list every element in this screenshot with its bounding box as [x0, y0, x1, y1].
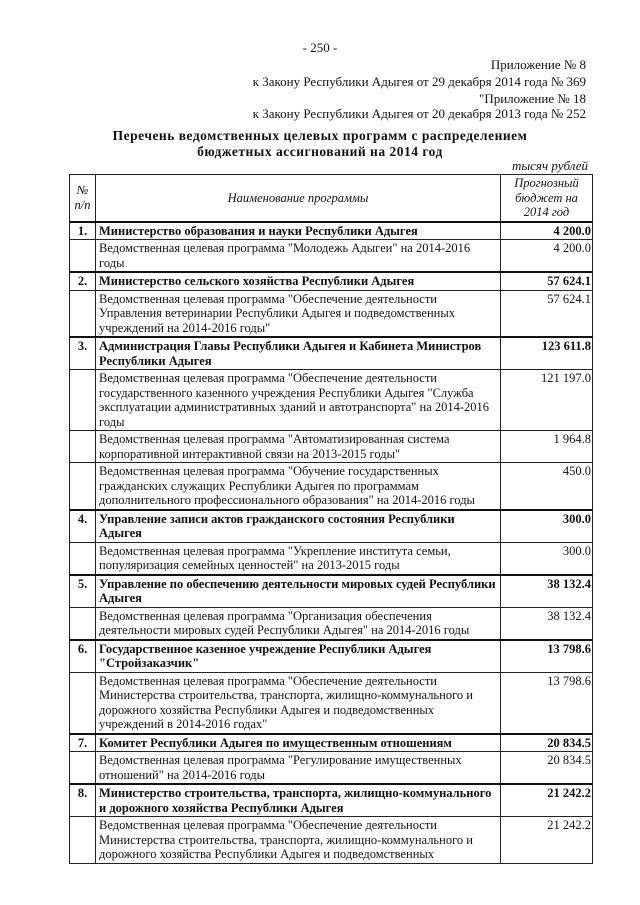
row-number-cell: 7.	[70, 734, 96, 752]
row-number-cell	[70, 607, 96, 640]
program-row	[70, 607, 593, 640]
previous-law-reference: к Закону Республики Адыгея от 20 декабря 2013 года № 252	[252, 106, 586, 121]
row-number-cell: 8.	[70, 784, 96, 817]
program-row	[70, 240, 593, 273]
program-name-cell: Ведомственная целевая программа "Обеспечение деятельности Министерства строительства, транспорта, жилищно-коммунального и дорожного хозяйства Республики Адыгея и подведомственных учреждений в 2014-2016 годах"	[96, 672, 501, 734]
program-row	[70, 817, 593, 864]
row-number-cell: 4.	[70, 510, 96, 543]
department-row	[70, 222, 593, 240]
budget-value-cell: 21 242.2	[501, 817, 593, 864]
program-row	[70, 542, 593, 575]
budget-value-cell: 13 798.6	[501, 640, 593, 673]
budget-value-cell: 13 798.6	[501, 672, 593, 734]
budget-value-cell: 57 624.1	[501, 290, 593, 337]
table-header-row	[70, 175, 593, 222]
budget-value-cell: 300.0	[501, 510, 593, 543]
budget-value-cell: 20 834.5	[501, 734, 593, 752]
program-name-cell: Министерство образования и науки Республики Адыгея	[96, 222, 501, 240]
row-number-cell	[70, 431, 96, 463]
program-name-cell: Администрация Главы Республики Адыгея и Кабинета Министров Республики Адыгея	[96, 337, 501, 370]
appendix-number: Приложение № 8	[490, 57, 586, 72]
budget-value-cell: 4 200.0	[501, 222, 593, 240]
budget-value-cell: 57 624.1	[501, 272, 593, 290]
previous-appendix-number: "Приложение № 18	[479, 91, 586, 106]
row-number-cell	[70, 672, 96, 734]
row-number-cell	[70, 542, 96, 575]
row-number-cell: 5.	[70, 575, 96, 608]
budget-value-cell: 21 242.2	[501, 784, 593, 817]
department-row	[70, 640, 593, 673]
budget-value-cell: 123 611.8	[501, 337, 593, 370]
program-name-cell: Ведомственная целевая программа "Организация обеспечения деятельности мировых судей Республики Адыгея" на 2014-2016 годы	[96, 607, 501, 640]
document-title: Перечень ведомственных целевых программ с распределением	[112, 128, 528, 143]
row-number-cell	[70, 370, 96, 431]
department-row	[70, 337, 593, 370]
program-row	[70, 431, 593, 463]
units-label: тысяч рублей	[511, 158, 588, 173]
row-number-cell: 3.	[70, 337, 96, 370]
department-row	[70, 734, 593, 752]
department-row	[70, 510, 593, 543]
program-name-cell: Ведомственная целевая программа "Обеспечение деятельности Министерства строительства, транспорта, жилищно-коммунального и дорожного хозяйства Республики Адыгея и подведомственных	[96, 817, 501, 864]
department-row	[70, 784, 593, 817]
program-name-cell: Министерство сельского хозяйства Республики Адыгея	[96, 272, 501, 290]
program-name-cell: Ведомственная целевая программа "Обеспечение деятельности Управления ветеринарии Республики Адыгея и подведомственных учреждений на 2014-2016 годы"	[96, 290, 501, 337]
program-row	[70, 463, 593, 510]
program-name-cell: Комитет Республики Адыгея по имущественным отношениям	[96, 734, 501, 752]
budget-value-cell: 450.0	[501, 463, 593, 510]
program-name-cell: Государственное казенное учреждение Республики Адыгея "Стройзаказчик"	[96, 640, 501, 673]
program-row	[70, 290, 593, 337]
budget-value-cell: 38 132.4	[501, 607, 593, 640]
program-name-cell: Ведомственная целевая программа "Молодежь Адыгеи" на 2014-2016 годы	[96, 240, 501, 273]
column-header-name: Наименование программы	[96, 175, 501, 222]
programs-table	[69, 174, 593, 864]
program-row	[70, 370, 593, 431]
department-row	[70, 272, 593, 290]
budget-value-cell: 4 200.0	[501, 240, 593, 273]
row-number-cell: 1.	[70, 222, 96, 240]
budget-value-cell: 121 197.0	[501, 370, 593, 431]
program-name-cell: Ведомственная целевая программа "Автоматизированная система корпоративной интерактивной связи на 2013-2015 годы"	[96, 431, 501, 463]
budget-value-cell: 1 964.8	[501, 431, 593, 463]
page-number: - 250 -	[302, 40, 338, 55]
program-name-cell: Министерство строительства, транспорта, жилищно-коммунального и дорожного хозяйства Республики Адыгея	[96, 784, 501, 817]
row-number-cell	[70, 290, 96, 337]
row-number-cell	[70, 240, 96, 273]
program-name-cell: Управление записи актов гражданского состояния Республики Адыгея	[96, 510, 501, 543]
budget-value-cell: 38 132.4	[501, 575, 593, 608]
program-name-cell: Управление по обеспечению деятельности мировых судей Республики Адыгея	[96, 575, 501, 608]
row-number-cell: 2.	[70, 272, 96, 290]
row-number-cell	[70, 817, 96, 864]
program-row	[70, 752, 593, 785]
table-body	[70, 222, 593, 864]
budget-value-cell: 20 834.5	[501, 752, 593, 785]
column-header-budget: Прогнозный бюджет на 2014 год	[501, 175, 593, 222]
row-number-cell	[70, 463, 96, 510]
program-row	[70, 672, 593, 734]
column-header-number: № п/п	[70, 175, 96, 222]
program-name-cell: Ведомственная целевая программа "Обеспечение деятельности государственного казенного учреждения Республики Адыгея "Служба эксплуатации административных зданий и автотранспорта" на 2014-2016 годы	[96, 370, 501, 431]
document-title-line2: бюджетных ассигнований на 2014 год	[197, 144, 443, 159]
law-reference: к Закону Республики Адыгея от 29 декабря 2014 года № 369	[252, 74, 586, 89]
program-name-cell: Ведомственная целевая программа "Обучение государственных гражданских служащих Республики Адыгея по программам дополнительного профессионального образования" на 2014-2016 годы	[96, 463, 501, 510]
budget-value-cell: 300.0	[501, 542, 593, 575]
row-number-cell: 6.	[70, 640, 96, 673]
program-name-cell: Ведомственная целевая программа "Укрепление института семьи, популяризация семейных ценностей" на 2013-2015 годы	[96, 542, 501, 575]
department-row	[70, 575, 593, 608]
program-name-cell: Ведомственная целевая программа "Регулирование имущественных отношений" на 2014-2016 годы	[96, 752, 501, 785]
row-number-cell	[70, 752, 96, 785]
